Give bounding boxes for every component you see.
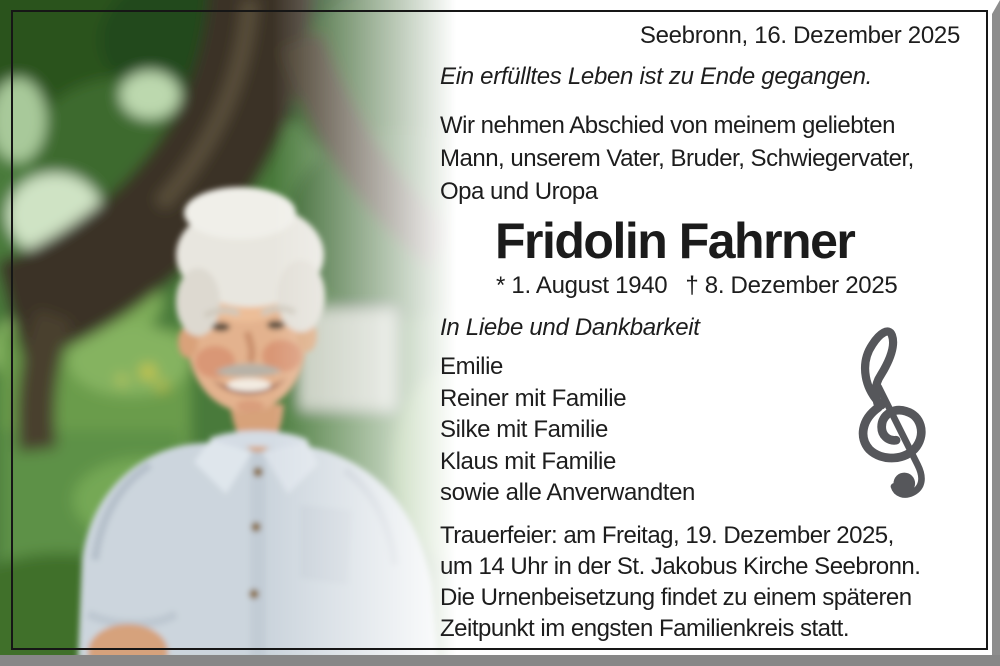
service-line: Die Urnenbeisetzung findet zu einem späteren: [440, 584, 912, 611]
dateline: Seebronn, 16. Dezember 2025: [639, 22, 960, 49]
life-dates: [496, 272, 897, 300]
service-line: Zeitpunkt im engsten Familienkreis statt.: [440, 615, 850, 642]
intro-line: Mann, unserem Vater, Bruder, Schwiegervater,: [440, 145, 914, 172]
page-edge-right: [992, 0, 1000, 666]
intro-line: Opa und Uropa: [440, 178, 598, 205]
deceased-name: Fridolin Fahrner: [495, 213, 855, 269]
mourner-name: Reiner mit Familie: [440, 384, 627, 412]
mourner-name: Klaus mit Familie: [440, 447, 616, 475]
intro-paragraph: [440, 109, 914, 208]
mourner-name: Emilie: [440, 353, 503, 380]
service-details: [440, 520, 920, 644]
death-date: † 8. Dezember 2025: [685, 272, 898, 299]
birth-date: * 1. August 1940: [496, 272, 668, 299]
mourner-name: Silke mit Familie: [440, 416, 608, 443]
portrait-photo: [0, 0, 470, 656]
page-edge-bottom: [0, 655, 1000, 666]
service-line: Trauerfeier: am Freitag, 19. Dezember 2025,: [440, 522, 894, 549]
mourner-name: sowie alle Anverwandten: [440, 479, 695, 506]
service-line: um 14 Uhr in der St. Jakobus Kirche Seebronn.: [440, 553, 921, 580]
treble-clef-icon: [852, 325, 936, 505]
intro-line: Wir nehmen Abschied von meinem geliebten: [440, 112, 895, 139]
farewell-line: In Liebe und Dankbarkeit: [440, 314, 700, 341]
mourner-list: [440, 351, 695, 509]
epigraph: Ein erfülltes Leben ist zu Ende gegangen.: [440, 63, 873, 90]
